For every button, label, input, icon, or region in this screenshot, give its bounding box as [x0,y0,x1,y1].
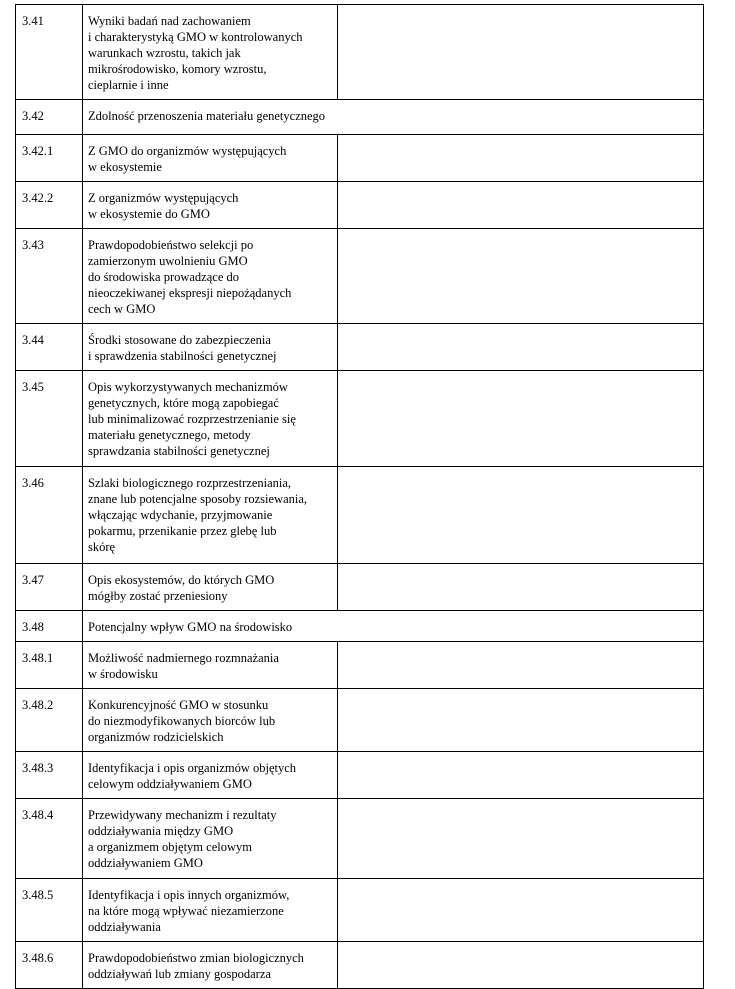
row-description: Konkurencyjność GMO w stosunku do niezmodyfikowanych biorców lub organizmów rodzicielskich [88,698,276,744]
answer-field[interactable] [338,752,704,799]
answer-field[interactable] [338,229,704,324]
row-description-cell [83,942,338,989]
row-description-cell [83,879,338,942]
section-heading-cell [83,611,704,642]
answer-field[interactable] [338,942,704,989]
row-description-cell [83,5,338,100]
section-heading: Potencjalny wpływ GMO na środowisko [88,620,293,634]
row-description: Prawdopodobieństwo selekcji po zamierzonym uwolnieniu GMO do środowiska prowadzące do nieoczekiwanej ekspresji niepożądanych cech w GMO [88,238,292,316]
gmo-assessment-table [15,4,704,989]
row-number-cell [16,642,83,689]
row-description-cell [83,135,338,182]
row-description-cell [83,182,338,229]
row-description: Opis wykorzystywanych mechanizmów genetycznych, które mogą zapobiegać lub minimalizować rozprzestrzenianie się materiału genetycznego, metody sprawdzania stabilności genetycznej [88,380,296,458]
table-row [16,229,704,324]
table-row [16,564,704,611]
table-row [16,642,704,689]
row-number-cell [16,879,83,942]
row-number: 3.46 [22,476,44,490]
row-description-cell [83,467,338,564]
row-number-cell [16,799,83,879]
table-row [16,135,704,182]
row-number: 3.45 [22,380,44,394]
row-description-cell [83,799,338,879]
row-description-cell [83,229,338,324]
row-description: Szlaki biologicznego rozprzestrzeniania, znane lub potencjalne sposoby rozsiewania, włączając wdychanie, przyjmowanie pokarmu, przenikanie przez glebę lub skórę [88,476,308,554]
section-heading-cell [83,100,704,135]
row-number-cell [16,942,83,989]
row-number-cell [16,229,83,324]
row-number-cell [16,135,83,182]
row-description: Środki stosowane do zabezpieczenia i sprawdzenia stabilności genetycznej [88,333,277,363]
row-number-cell [16,324,83,371]
answer-field[interactable] [338,467,704,564]
row-description: Przewidywany mechanizm i rezultaty oddziaływania między GMO a organizmem objętym celowym oddziaływaniem GMO [88,808,277,870]
row-number: 3.48.4 [22,808,54,822]
row-number: 3.47 [22,573,44,587]
row-number: 3.48.3 [22,761,54,775]
row-description: Z organizmów występujących w ekosystemie do GMO [88,191,239,221]
table-row [16,752,704,799]
row-description: Prawdopodobieństwo zmian biologicznych oddziaływań lub zmiany gospodarza [88,951,304,981]
row-number: 3.41 [22,14,44,28]
row-number: 3.48.6 [22,951,54,965]
row-number-cell [16,5,83,100]
row-number: 3.48 [22,620,44,634]
table-row [16,689,704,752]
row-number: 3.48.2 [22,698,54,712]
row-description-cell [83,689,338,752]
row-number: 3.42.1 [22,144,54,158]
row-description-cell [83,564,338,611]
row-description-cell [83,324,338,371]
row-number: 3.48.5 [22,888,54,902]
table-row [16,100,704,135]
row-description: Wyniki badań nad zachowaniem i charakterystyką GMO w kontrolowanych warunkach wzrostu, takich jak mikrośrodowisko, komory wzrostu, cieplarnie i inne [88,14,303,92]
table-row [16,182,704,229]
row-description: Możliwość nadmiernego rozmnażania w środowisku [88,651,279,681]
row-number-cell [16,371,83,467]
answer-field[interactable] [338,642,704,689]
row-number: 3.42.2 [22,191,54,205]
row-number: 3.44 [22,333,44,347]
row-description: Identyfikacja i opis organizmów objętych celowym oddziaływaniem GMO [88,761,297,791]
section-heading: Zdolność przenoszenia materiału genetycznego [88,109,326,123]
table-row [16,611,704,642]
table-row [16,879,704,942]
row-number-cell [16,564,83,611]
row-description: Opis ekosystemów, do których GMO mógłby zostać przeniesiony [88,573,275,603]
table-row [16,467,704,564]
answer-field[interactable] [338,564,704,611]
row-description-cell [83,371,338,467]
answer-field[interactable] [338,182,704,229]
row-number: 3.48.1 [22,651,54,665]
row-description: Z GMO do organizmów występujących w ekosystemie [88,144,287,174]
row-description-cell [83,642,338,689]
form-page [15,4,703,989]
row-description: Identyfikacja i opis innych organizmów, na które mogą wpływać niezamierzone oddziaływania [88,888,290,934]
answer-field[interactable] [338,799,704,879]
row-number: 3.42 [22,109,44,123]
answer-field[interactable] [338,879,704,942]
answer-field[interactable] [338,689,704,752]
table-row [16,5,704,100]
table-row [16,371,704,467]
table-row [16,324,704,371]
row-number-cell [16,182,83,229]
row-number-cell [16,100,83,135]
row-number-cell [16,689,83,752]
answer-field[interactable] [338,324,704,371]
table-row [16,799,704,879]
row-description-cell [83,752,338,799]
table-row [16,942,704,989]
answer-field[interactable] [338,135,704,182]
row-number-cell [16,611,83,642]
answer-field[interactable] [338,371,704,467]
row-number-cell [16,467,83,564]
row-number: 3.43 [22,238,44,252]
answer-field[interactable] [338,5,704,100]
row-number-cell [16,752,83,799]
